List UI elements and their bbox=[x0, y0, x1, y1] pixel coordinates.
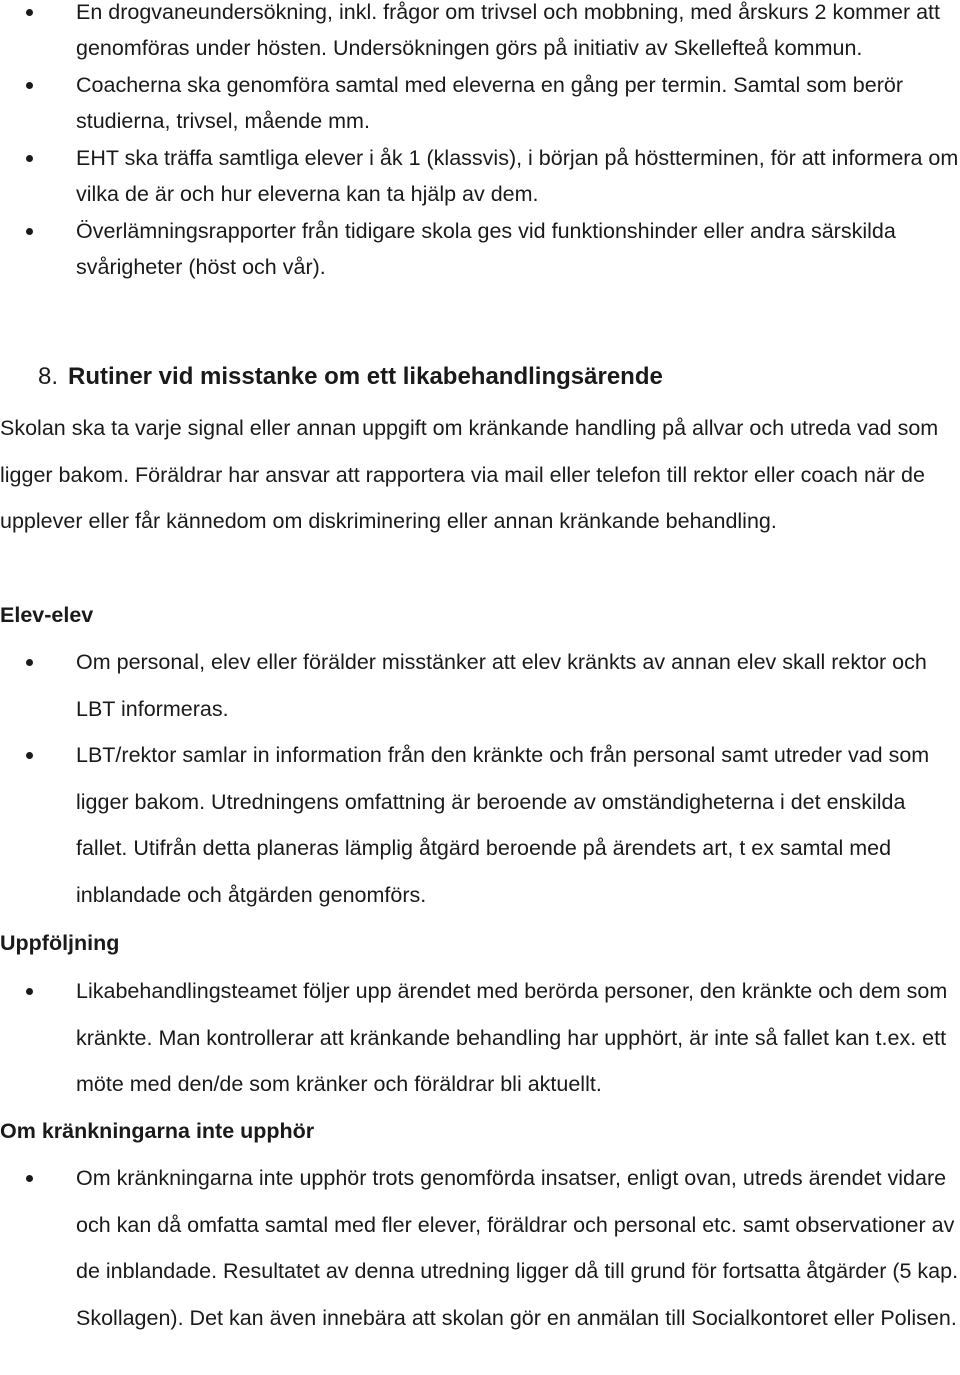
list-item-text: En drogvaneundersökning, inkl. frågor om trivsel och mobbning, med årskurs 2 kommer att genomföras under hösten. Undersökningen görs på initiativ av Skellefteå kommun. bbox=[76, 0, 940, 60]
list-item-text: EHT ska träffa samtliga elever i åk 1 (klassvis), i början på höstterminen, för att informera om vilka de är och hur eleverna kan ta hjälp av dem. bbox=[76, 146, 959, 206]
top-bullet-list-block bbox=[0, 0, 960, 286]
list-item bbox=[0, 732, 960, 918]
bullet-icon bbox=[26, 988, 33, 995]
bullet-icon bbox=[26, 228, 33, 235]
list-item bbox=[0, 639, 960, 732]
list-item-text: LBT/rektor samlar in information från den kränkte och från personal samt utreder vad som ligger bakom. Utredningens omfattning är beroende av omständigheterna i det enskilda fallet. Utifrån detta planeras lämplig åtgärd beroende på ärendets art, t ex samtal med inblandade och åtgärden genomförs. bbox=[76, 743, 930, 907]
top-bullet-list bbox=[0, 0, 960, 285]
subheading-uppfoljning: Uppföljning bbox=[0, 931, 120, 955]
bullet-icon bbox=[26, 155, 33, 162]
bullet-icon bbox=[26, 752, 33, 759]
list-item bbox=[0, 67, 960, 139]
bullet-icon bbox=[26, 9, 33, 16]
uppfoljning-block bbox=[0, 968, 960, 1108]
subheading-krankningar: Om kränkningarna inte upphör bbox=[0, 1119, 315, 1143]
list-item-text: Coacherna ska genomföra samtal med eleverna en gång per termin. Samtal som berör studierna, trivsel, mående mm. bbox=[76, 73, 903, 133]
section-number: 8. bbox=[38, 363, 59, 390]
list-item bbox=[0, 213, 960, 285]
list-item bbox=[0, 140, 960, 212]
section-heading bbox=[38, 357, 663, 397]
uppfoljning-list bbox=[0, 968, 960, 1108]
list-item bbox=[0, 0, 960, 66]
list-item-text: Om personal, elev eller förälder misstänker att elev kränkts av annan elev skall rektor och LBT informeras. bbox=[76, 650, 927, 721]
krankningar-list bbox=[0, 1155, 960, 1341]
bullet-icon bbox=[26, 1175, 33, 1182]
list-item bbox=[0, 968, 960, 1108]
krankningar-block bbox=[0, 1155, 960, 1341]
list-item-text: Likabehandlingsteamet följer upp ärendet med berörda personer, den kränkte och dem som kränkte. Man kontrollerar att kränkande behandling har upphört, är inte så fallet kan t.ex. ett möte med den/de som kränker och föräldrar bli aktuellt. bbox=[76, 979, 948, 1096]
elev-elev-block bbox=[0, 639, 960, 918]
list-item-text: Om kränkningarna inte upphör trots genomförda insatser, enligt ovan, utreds ärendet vidare och kan då omfatta samtal med fler elever, föräldrar och personal etc. samt observationer av de inblandade. Resultatet av denna utredning ligger då till grund för fortsatta åtgärder (5 kap. Skollagen). Det kan även innebära att skolan gör en anmälan till Socialkontoret eller Polisen. bbox=[76, 1166, 959, 1330]
list-item-text: Överlämningsrapporter från tidigare skola ges vid funktionshinder eller andra särskilda svårigheter (höst och vår). bbox=[76, 219, 896, 279]
section-intro-paragraph: Skolan ska ta varje signal eller annan uppgift om kränkande handling på allvar och utreda vad som ligger bakom. Föräldrar har ansvar att rapportera via mail eller telefon till rektor eller coach när de upplever eller får kännedom om diskriminering eller annan kränkande behandling. bbox=[0, 416, 939, 533]
elev-elev-list bbox=[0, 639, 960, 918]
bullet-icon bbox=[26, 82, 33, 89]
list-item bbox=[0, 1155, 960, 1341]
section-title: Rutiner vid misstanke om ett likabehandlingsärende bbox=[68, 363, 663, 390]
subheading-elev-elev: Elev-elev bbox=[0, 603, 94, 627]
bullet-icon bbox=[26, 659, 33, 666]
